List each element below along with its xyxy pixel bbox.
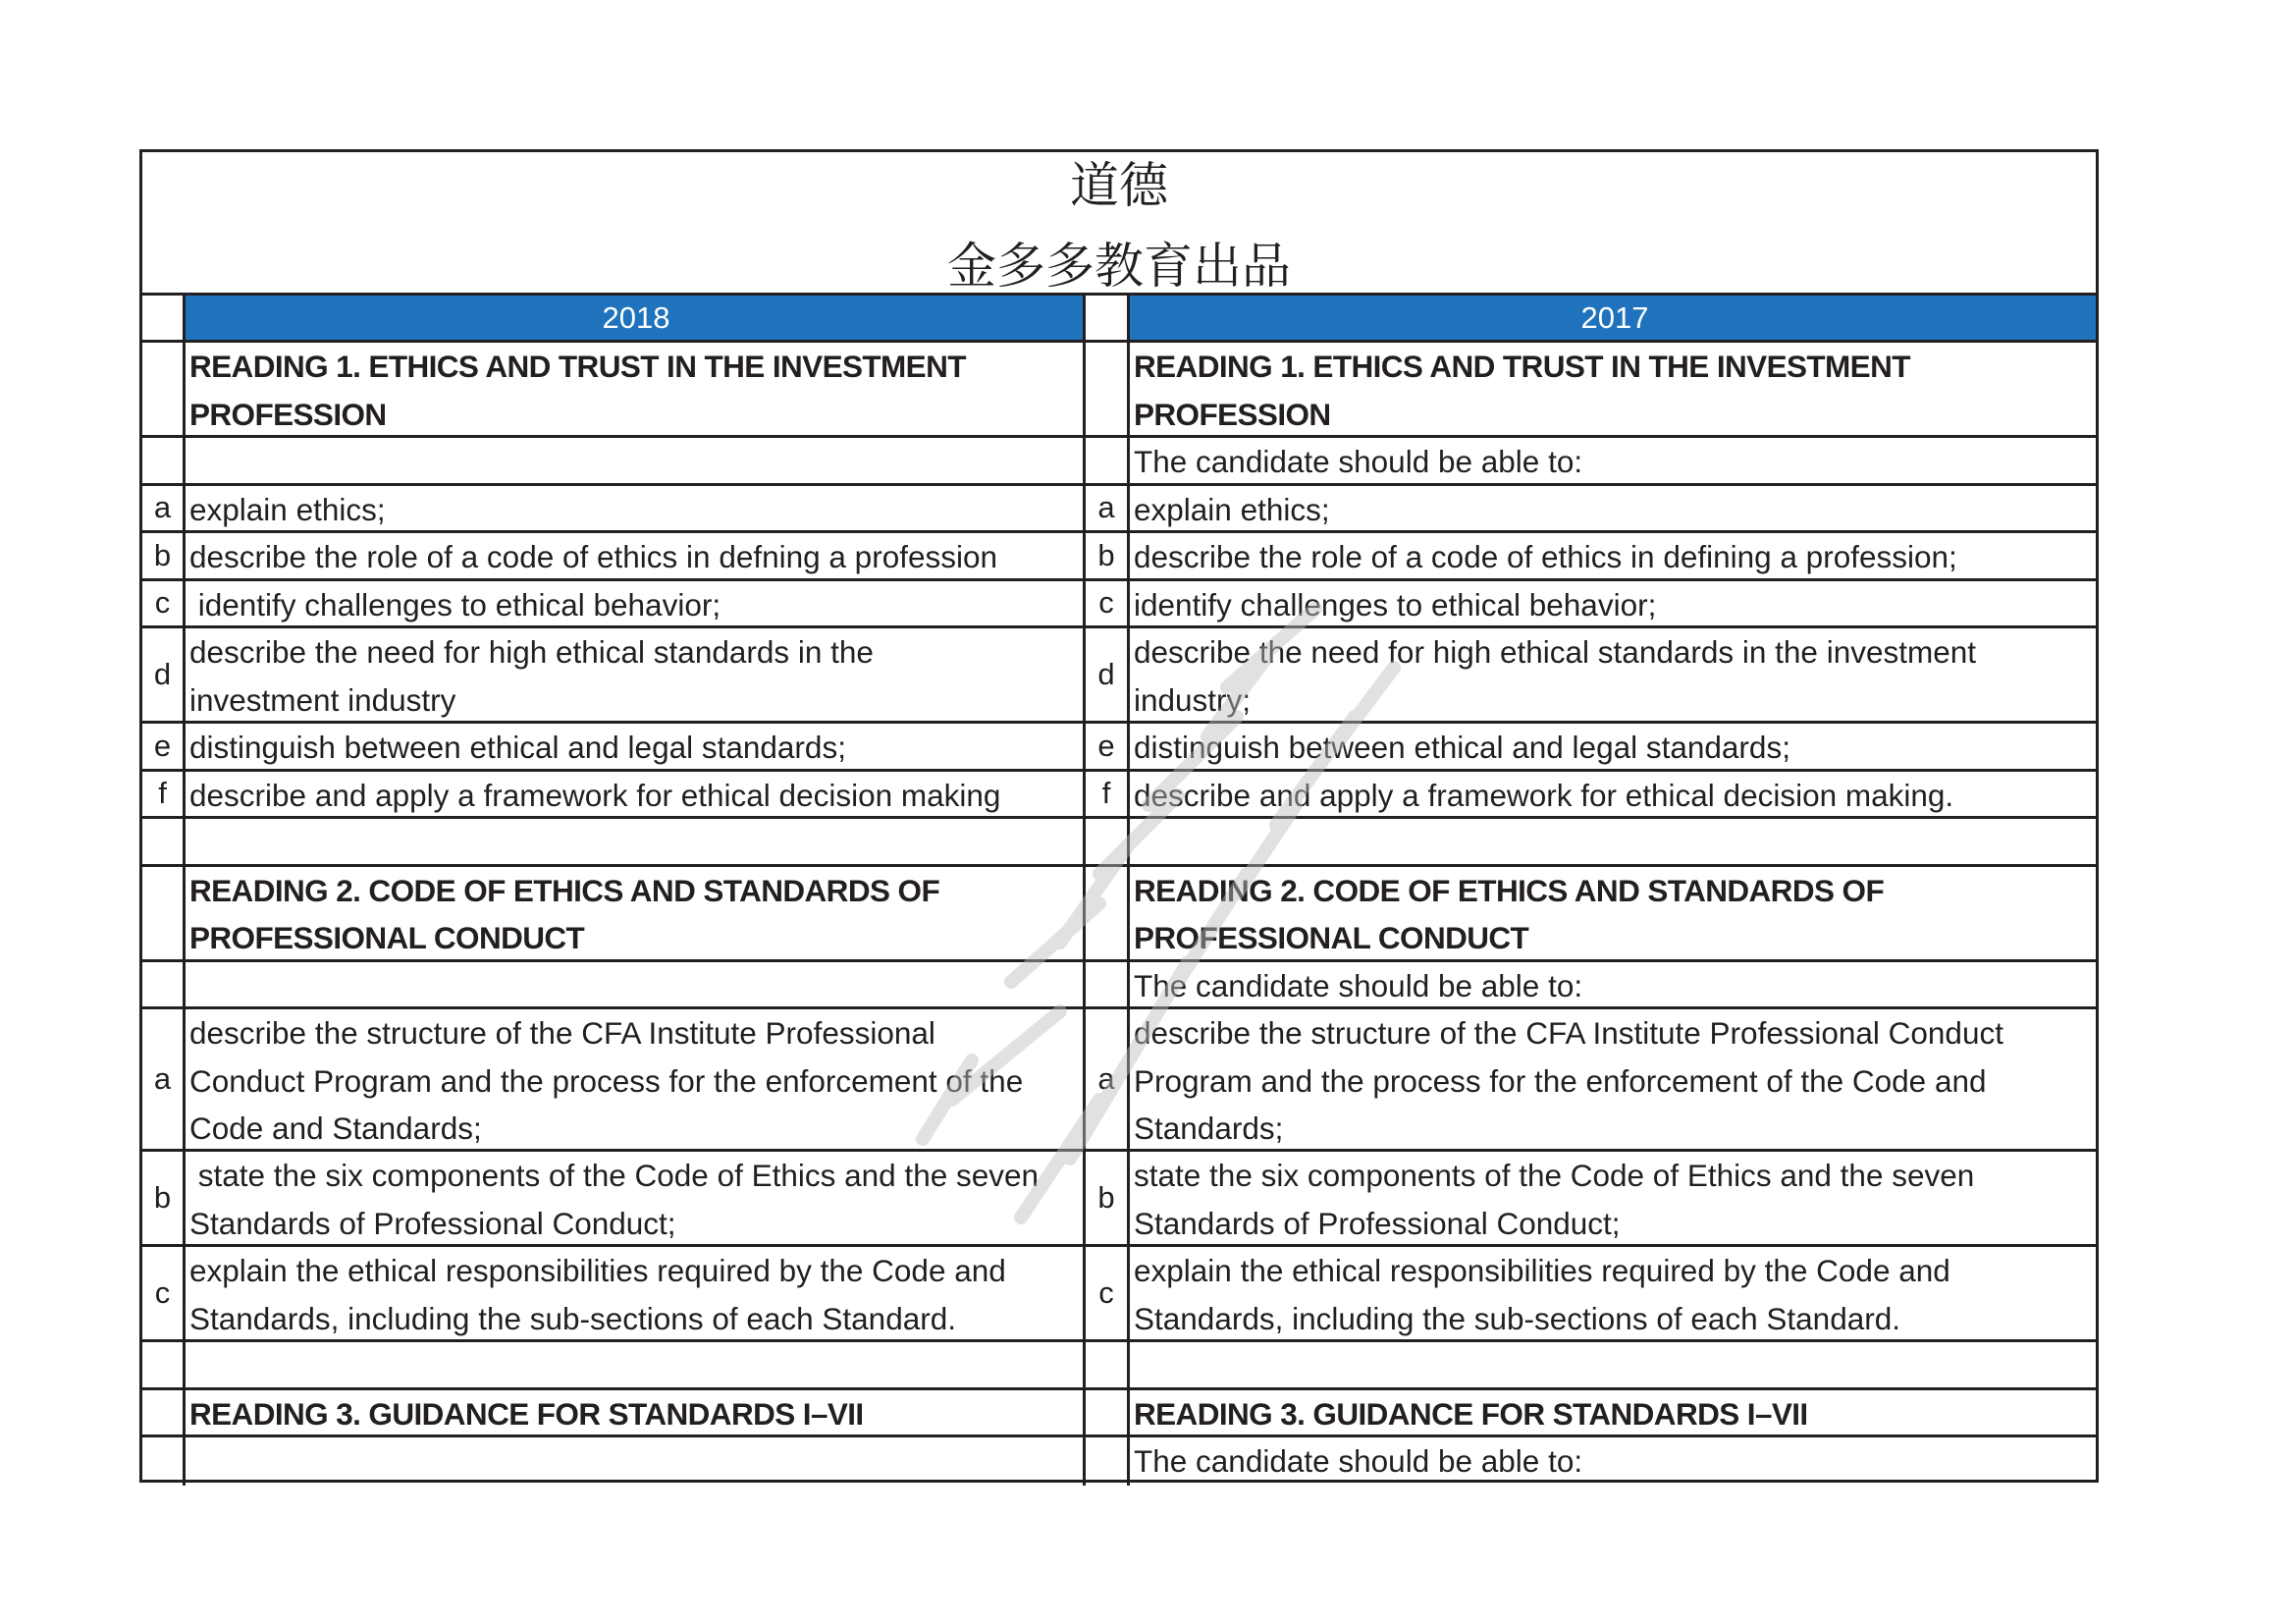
- row-label-left: f: [142, 772, 186, 817]
- row-label-right: a: [1086, 1009, 1130, 1149]
- syllabus-comparison-table: [139, 149, 2099, 1483]
- row-label-right: a: [1086, 486, 1130, 531]
- row-text-left: explain ethics;: [186, 486, 1086, 531]
- row-label-right: c: [1086, 581, 1130, 626]
- row-label-left: a: [142, 1009, 186, 1149]
- row-label-left: [142, 1390, 186, 1435]
- row-label-right: [1086, 343, 1130, 435]
- table-grid: [142, 296, 2096, 1486]
- row-label-right: [1086, 1390, 1130, 1435]
- header-label-cell-right: [1086, 296, 1130, 340]
- row-label-left: b: [142, 533, 186, 578]
- row-label-right: [1086, 819, 1130, 864]
- document-subtitle: 金多多教育出品: [947, 238, 1291, 295]
- table-row: [142, 343, 2096, 438]
- row-label-left: d: [142, 628, 186, 721]
- row-text-right: describe the need for high ethical standards in the investment industry;: [1134, 634, 1977, 718]
- row-text-left: describe the need for high ethical standards in the investment industry: [186, 628, 1086, 721]
- table-row: [142, 819, 2096, 867]
- year-header-2018: 2018: [186, 296, 1086, 340]
- row-text-right: The candidate should be able to:: [1134, 444, 1583, 479]
- table-row: [142, 1247, 2096, 1342]
- row-label-left: [142, 1342, 186, 1387]
- row-text-left: distinguish between ethical and legal standards;: [186, 724, 1086, 769]
- table-row: [142, 628, 2096, 724]
- row-label-left: [142, 438, 186, 483]
- table-row: [142, 724, 2096, 772]
- year-header-2017: 2017: [1130, 296, 2096, 340]
- row-text-left: [186, 1342, 1086, 1387]
- reading-heading-left: READING 1. ETHICS AND TRUST IN THE INVESTMENT PROFESSION: [186, 343, 1086, 435]
- row-text-right: describe the structure of the CFA Institute Professional Conduct Program and the process for the enforcement of the Code and Standards;: [1134, 1015, 2003, 1146]
- row-text-right: explain the ethical responsibilities required by the Code and Standards, including the sub-sections of each Standard.: [1134, 1253, 1950, 1336]
- row-text-right: identify challenges to ethical behavior;: [1134, 586, 1657, 623]
- reading-heading-right: READING 1. ETHICS AND TRUST IN THE INVESTMENT PROFESSION: [1134, 349, 1910, 432]
- table-row: [142, 1437, 2096, 1486]
- row-text-left: explain the ethical responsibilities required by the Code and Standards, including the sub-sections of each Standard.: [186, 1247, 1086, 1339]
- table-row: [142, 1152, 2096, 1247]
- row-label-left: [142, 1437, 186, 1486]
- row-label-right: c: [1086, 1247, 1130, 1339]
- row-text-left: [186, 1437, 1086, 1486]
- row-text-left: describe the structure of the CFA Institute Professional Conduct Program and the process for the enforcement of the Code and Standards;: [186, 1009, 1086, 1149]
- table-row: [142, 581, 2096, 629]
- row-text-right: The candidate should be able to:: [1134, 967, 1583, 1003]
- reading-heading-left: READING 2. CODE OF ETHICS AND STANDARDS OF PROFESSIONAL CONDUCT: [186, 867, 1086, 959]
- row-text-left: identify challenges to ethical behavior;: [186, 581, 1086, 626]
- row-label-right: [1086, 1342, 1130, 1387]
- row-label-left: [142, 962, 186, 1007]
- row-text-right: describe the role of a code of ethics in defining a profession;: [1134, 539, 1957, 574]
- row-text-right: The candidate should be able to:: [1134, 1443, 1583, 1479]
- row-label-left: e: [142, 724, 186, 769]
- row-text-left: describe and apply a framework for ethical decision making: [186, 772, 1086, 817]
- row-text-left: state the six components of the Code of Ethics and the seven Standards of Professional Conduct;: [186, 1152, 1086, 1244]
- row-text-left: [186, 438, 1086, 483]
- row-label-right: [1086, 867, 1130, 959]
- reading-heading-left: READING 3. GUIDANCE FOR STANDARDS I–VII: [186, 1390, 1086, 1435]
- row-label-left: a: [142, 486, 186, 531]
- row-label-right: e: [1086, 724, 1130, 769]
- table-row: [142, 1009, 2096, 1152]
- row-label-right: b: [1086, 1152, 1130, 1244]
- row-text-right: describe and apply a framework for ethical decision making.: [1134, 777, 1954, 813]
- row-text-left: [186, 962, 1086, 1007]
- row-text-right: distinguish between ethical and legal standards;: [1134, 730, 1790, 765]
- row-text-right: state the six components of the Code of Ethics and the seven Standards of Professional Conduct;: [1134, 1158, 1975, 1241]
- row-label-right: f: [1086, 772, 1130, 817]
- row-label-right: b: [1086, 533, 1130, 578]
- table-row: [142, 962, 2096, 1010]
- row-text-left: [186, 819, 1086, 864]
- table-row: [142, 772, 2096, 820]
- row-label-left: [142, 867, 186, 959]
- row-text-right: [1130, 1342, 2096, 1387]
- table-row: [142, 533, 2096, 581]
- reading-heading-right: READING 2. CODE OF ETHICS AND STANDARDS OF PROFESSIONAL CONDUCT: [1134, 872, 1885, 955]
- row-label-right: [1086, 438, 1130, 483]
- row-label-left: [142, 343, 186, 435]
- document-title: 道德: [1070, 157, 1168, 214]
- row-label-right: [1086, 962, 1130, 1007]
- table-row: [142, 1390, 2096, 1438]
- reading-heading-right: READING 3. GUIDANCE FOR STANDARDS I–VII: [1134, 1395, 1808, 1432]
- row-label-left: c: [142, 1247, 186, 1339]
- row-label-right: [1086, 1437, 1130, 1486]
- row-label-left: b: [142, 1152, 186, 1244]
- table-row: [142, 1342, 2096, 1390]
- table-row: [142, 486, 2096, 534]
- row-text-right: [1130, 819, 2096, 864]
- row-label-right: d: [1086, 628, 1130, 721]
- title-block: [142, 152, 2096, 296]
- table-row: [142, 438, 2096, 486]
- row-text-left: describe the role of a code of ethics in defning a profession: [186, 533, 1086, 578]
- row-label-left: c: [142, 581, 186, 626]
- table-row: [142, 867, 2096, 962]
- row-text-right: explain ethics;: [1134, 491, 1330, 527]
- header-label-cell-left: [142, 296, 186, 340]
- row-label-left: [142, 819, 186, 864]
- year-header-row: [142, 296, 2096, 343]
